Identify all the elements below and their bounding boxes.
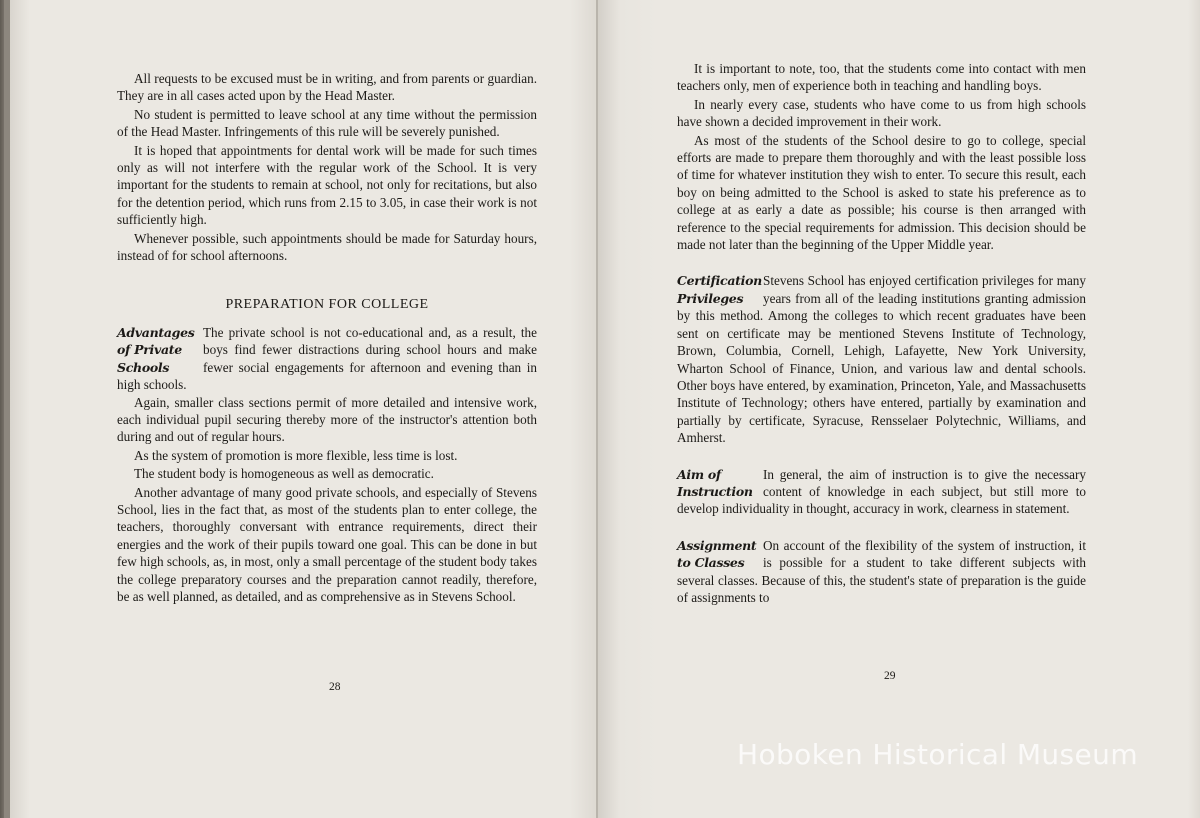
section-text: The private school is not co-educational and, as a result, the boys find fewer distractions during school hours and make fewer social engagements for afternoon and evening than in high schools. [117,324,537,393]
sidehead-section [677,272,1086,446]
museum-watermark: Hoboken Historical Museum [737,738,1138,771]
paragraph: In nearly every case, students who have come to us from high schools have shown a decided improvement in their work. [677,96,1086,130]
sidehead-line: Schools [117,359,170,375]
section-text: Stevens School has enjoyed certification privileges for many years from all of the leading institutions granting admission by this method. Among the colleges to which recent graduates have been sent on certificate may be mentioned Stevens Institute of Technology, Brown, Columbia, Cornell, Lehigh, Lafayette, New York University, Wharton School of Finance, Union, and various law and dental schools. Other boys have entered, by examination, Princeton, Yale, and Massachusetts Institute of Technology; others have entered, partially by examination and partially by certificate, Syracuse, Rensselaer Polytechnic, Williams, and Amherst. [677,273,1086,446]
sidehead [677,466,763,501]
sidehead-section [677,466,1086,518]
sidehead-line: Privileges [677,290,744,306]
paragraph: It is important to note, too, that the students come into contact with men teachers only, men of experience both in teaching and handling boys. [677,61,1086,94]
sidehead [117,324,203,376]
paragraph: The student body is homogeneous as well as democratic. [134,466,434,482]
left-text-column [117,70,537,605]
sidehead-line: Advantages [117,324,195,340]
paragraph: It is hoped that appointments for dental work will be made for such times only as will not interfere with the regular work of the School. It is very important for the students to remain at school, not only for recitations, but also for the detention period, which runs from 2.15 to 3.05, in case their work is not sufficiently high. [117,142,537,228]
sidehead-line: to Classes [677,555,745,571]
right-text-column [677,60,1086,606]
sidehead-line: Assignment [677,537,757,553]
sidehead-line: Aim of [677,466,721,482]
paragraph: Whenever possible, such appointments should be made for Saturday hours, instead of for school afternoons. [117,230,537,264]
sidehead-section [117,324,537,394]
section-heading: PREPARATION FOR COLLEGE [225,297,429,313]
page-number: 29 [884,670,896,682]
sidehead-line: of Private [117,342,182,358]
book-edge [0,0,10,818]
section-text: In general, the aim of instruction is to give the necessary content of knowledge in each subject, but still more to develop individuality in thought, accuracy in work, clearness in statement. [677,466,1086,517]
paragraph: As most of the students of the School desire to go to college, special efforts are made to prepare them thoroughly and with the least possible loss of time for whatever institution they wish to enter. To secure this result, each boy on being admitted to the School is asked to state his preference as to college at as early a date as possible; his course is then arranged with reference to the special requirements for admission. This decision should be made not later than the beginning of the Upper Middle year. [677,132,1086,253]
right-page [598,0,1200,818]
sidehead [677,537,763,572]
sidehead [677,272,763,307]
sidehead-section [677,537,1086,607]
paragraph: As the system of promotion is more flexible, less time is lost. [134,447,458,463]
paragraph: All requests to be excused must be in writing, and from parents or guardian. They are in all cases acted upon by the Head Master. [117,71,537,104]
section-text: On account of the flexibility of the system of instruction, it is possible for a student to take different subjects with several classes. Because of this, the student's state of preparation is the guide of assignments to [677,537,1086,605]
sidehead-line: Certification [677,273,762,289]
paragraph: Another advantage of many good private schools, and especially of Stevens School, lies in the fact that, as most of the students plan to enter college, the teachers, thoroughly conversant with entrance requirements, direct their energies and the work of their pupils toward one goal. This can be done in but few high schools, as, in most, only a small percentage of the student body takes the college preparatory courses and the preparation cannot readily, therefore, be as well planned, as detailed, and as comprehensive as in Stevens School. [117,484,537,604]
paragraph: Again, smaller class sections permit of more detailed and intensive work, each individual pupil securing thereby more of the instructor's attention both during and out of regular hours. [117,394,537,445]
sidehead-line: Instruction [677,483,753,499]
paragraph: No student is permitted to leave school at any time without the permission of the Head Master. Infringements of this rule will be severely punished. [117,106,537,140]
page-number: 28 [329,681,341,693]
left-page [10,0,598,818]
